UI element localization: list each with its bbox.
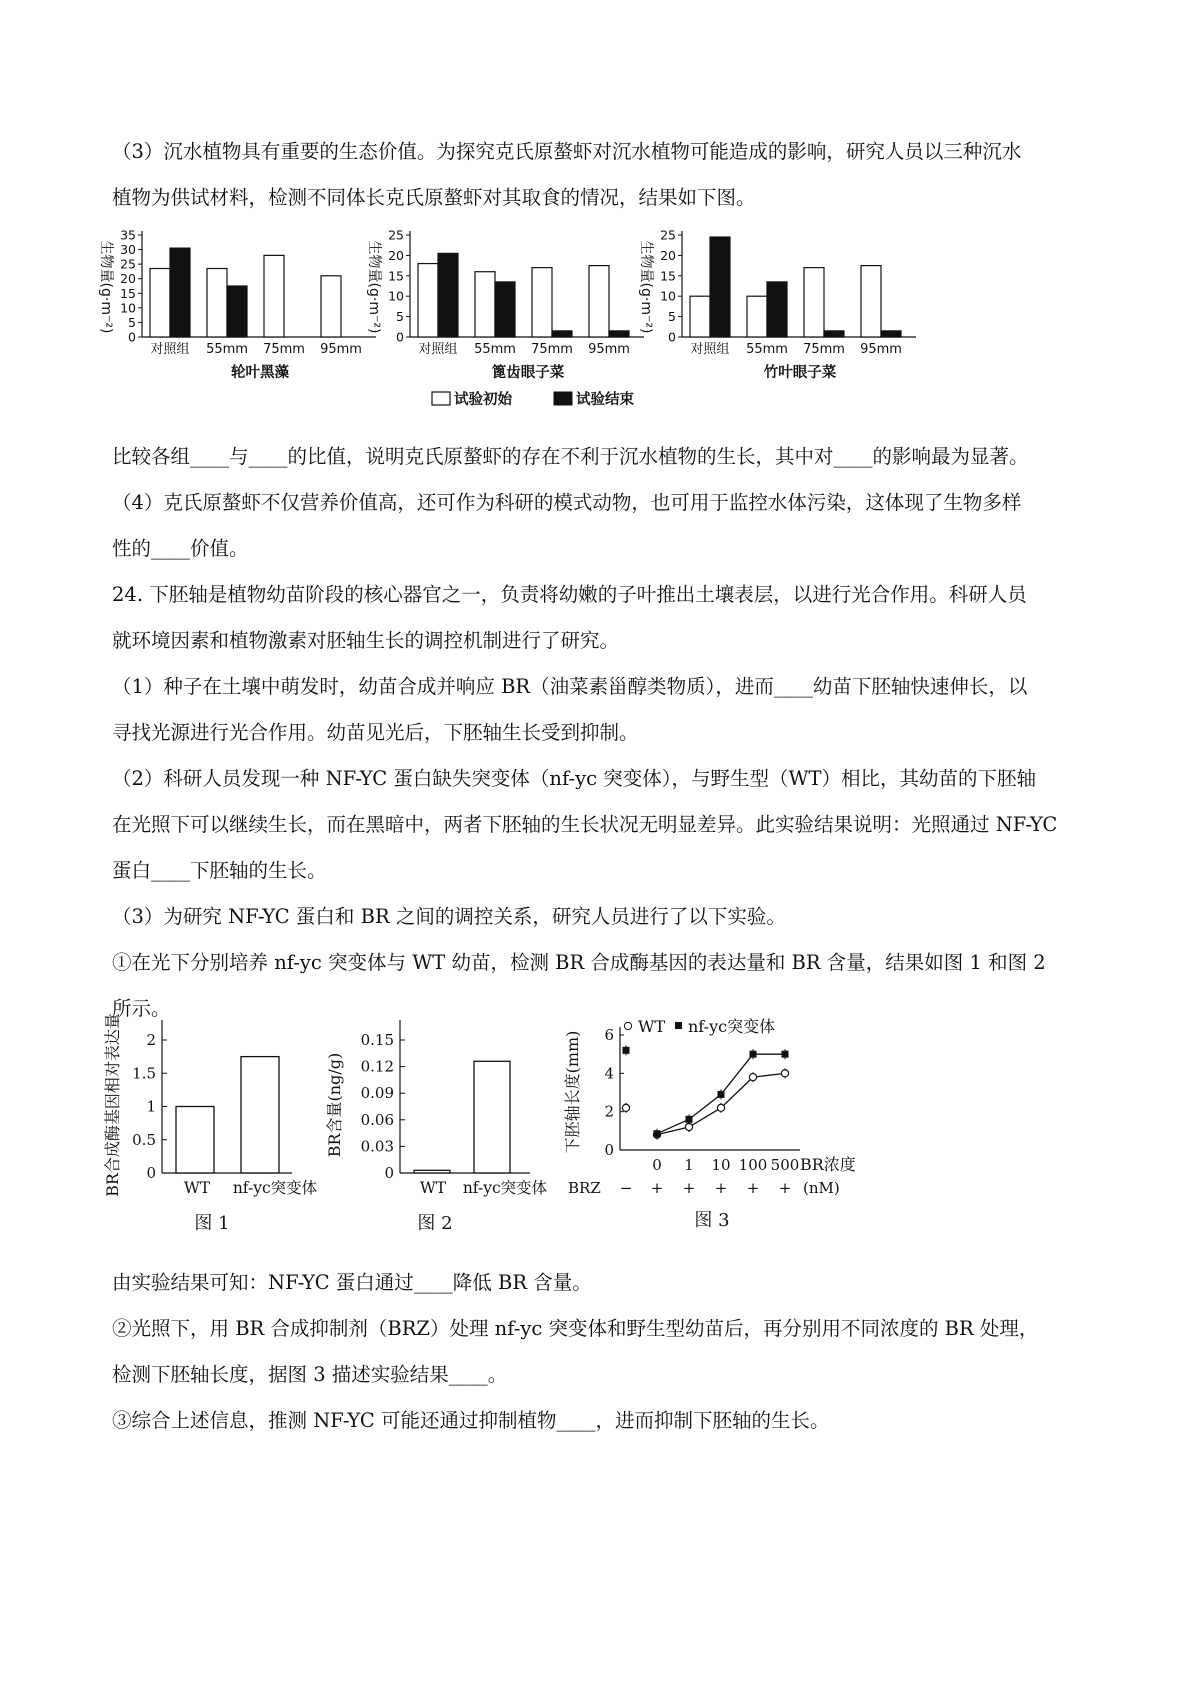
y-tick-label: 15	[388, 268, 404, 284]
bar-start	[861, 266, 881, 337]
figure-title: 图 2	[417, 1213, 453, 1234]
y-tick-label: 0	[146, 1164, 156, 1182]
bar-start	[150, 269, 170, 337]
p3-question: 比较各组____与____的比值，说明克氏原螯虾的存在不利于沉水植物的生长，其中对____的影响最为显著。	[112, 445, 1029, 468]
data-point-mutant	[750, 1051, 757, 1058]
bar-start	[532, 268, 552, 337]
x-tick-label: 95mm	[588, 342, 630, 357]
y-tick-label: 20	[120, 271, 136, 287]
q24-3-a2: 所示。	[112, 997, 171, 1020]
y-tick-label: 0.5	[132, 1130, 156, 1149]
y-tick-label: 25	[660, 227, 676, 243]
data-point-wt	[717, 1104, 724, 1111]
chart-ylabel: 生物量(g·m⁻²)	[366, 240, 382, 334]
x-tick-label: 对照组	[150, 342, 190, 357]
x-tick-label: 10	[711, 1156, 731, 1174]
x-tick-label: 95mm	[320, 342, 362, 357]
q24-2-line3: 蛋白____下胚轴的生长。	[112, 859, 327, 882]
x-tick-label: WT	[183, 1179, 211, 1197]
legend-swatch-start	[432, 392, 450, 405]
data-point-mutant	[686, 1116, 693, 1123]
x-tick-label: 0	[652, 1156, 662, 1174]
chart-title: 竹叶眼子菜	[763, 365, 837, 381]
q24-3-b1: ②光照下，用 BR 合成抑制剂（BRZ）处理 nf-yc 突变体和野生型幼苗后，再分别用不同浓度的 BR 处理，	[112, 1317, 1039, 1340]
bar	[176, 1107, 214, 1174]
data-point-mutant	[782, 1051, 789, 1058]
bar	[474, 1061, 510, 1173]
bar-end	[552, 331, 572, 337]
y-tick-label: 25	[120, 256, 136, 272]
bar-end	[227, 286, 247, 337]
y-tick-label: 10	[388, 288, 404, 304]
legend-label-end: 试验结束	[576, 392, 634, 408]
bar-start	[475, 272, 495, 337]
y-tick-label: 0.15	[360, 1031, 394, 1049]
bar-start	[690, 296, 710, 337]
data-point-wt	[781, 1070, 788, 1077]
y-tick-label: 0	[668, 329, 676, 345]
x-axis-label: BR浓度	[800, 1155, 856, 1174]
x-tick-label: nf-yc突变体	[462, 1179, 548, 1197]
x-tick-label: 75mm	[803, 342, 845, 357]
bar-end	[609, 331, 629, 337]
y-tick-label: 1	[146, 1097, 156, 1116]
q24-2-line1: （2）科研人员发现一种 NF-YC 蛋白缺失突变体（nf-yc 突变体），与野生型（WT）相比，其幼苗的下胚轴	[112, 767, 1037, 790]
legend-label-mutant: nf-yc突变体	[688, 1017, 776, 1036]
q24-2-line2: 在光照下可以继续生长，而在黑暗中，两者下胚轴的生长状况无明显差异。此实验结果说明：光照通过 NF-YC	[112, 813, 1058, 836]
y-tick-label: 1.5	[132, 1064, 156, 1083]
q24-3-b2: 检测下胚轴长度，据图 3 描述实验结果____。	[112, 1363, 508, 1386]
q24-line1: 24. 下胚轴是植物幼苗阶段的核心器官之一，负责将幼嫩的子叶推出土壤表层，以进行光合作用。科研人员	[112, 583, 1027, 606]
y-tick-label: 25	[388, 227, 404, 243]
y-tick-label: 6	[604, 1026, 614, 1044]
y-tick-label: 5	[128, 314, 136, 330]
figure-title: 图 1	[194, 1213, 230, 1234]
y-tick-label: 0.12	[360, 1057, 394, 1076]
x-axis-unit: (nM)	[803, 1179, 840, 1197]
bar-start	[589, 266, 609, 337]
legend-swatch-end	[554, 392, 572, 405]
x-tick-label: 对照组	[690, 342, 730, 357]
data-point-wt	[685, 1123, 692, 1130]
q24-3-c1: ③综合上述信息，推测 NF-YC 可能还通过抑制植物____，进而抑制下胚轴的生长。	[112, 1409, 830, 1432]
data-point-wt	[749, 1074, 756, 1081]
bar-start	[747, 296, 767, 337]
y-tick-label: 0.09	[360, 1084, 394, 1103]
y-tick-label: 5	[668, 309, 676, 325]
q24-3-line1: （3）为研究 NF-YC 蛋白和 BR 之间的调控关系，研究人员进行了以下实验。	[112, 905, 786, 928]
data-point-mutant	[718, 1091, 725, 1098]
y-tick-label: 0	[396, 329, 404, 345]
legend-marker-mutant	[675, 1022, 682, 1029]
chart-title: 篦齿眼子菜	[491, 365, 565, 381]
bar	[241, 1057, 279, 1173]
y-tick-label: 0.06	[360, 1110, 394, 1129]
bottom-figures	[100, 1010, 1100, 1250]
brz-sign: +	[714, 1179, 728, 1197]
brz-sign: +	[778, 1179, 792, 1197]
chart-title: 轮叶黑藻	[231, 365, 289, 381]
x-tick-label: 75mm	[531, 342, 573, 357]
legend-marker-wt	[624, 1022, 631, 1029]
y-tick-label: 20	[388, 247, 404, 263]
brz-sign: +	[682, 1179, 696, 1197]
bar-end	[710, 237, 730, 337]
brz-sign: +	[746, 1179, 760, 1197]
x-tick-label: WT	[419, 1179, 447, 1197]
x-tick-label: 95mm	[860, 342, 902, 357]
y-tick-label: 0	[128, 329, 136, 345]
bar-start	[321, 276, 341, 337]
bar-end	[170, 248, 190, 337]
x-tick-label: 1	[684, 1156, 694, 1174]
data-point-mutant	[623, 1047, 630, 1054]
q24-line2: 就环境因素和植物激素对胚轴生长的调控机制进行了研究。	[112, 629, 620, 652]
chart-ylabel: 生物量(g·m⁻²)	[638, 240, 654, 334]
y-tick-label: 0.03	[360, 1137, 394, 1156]
x-tick-label: 75mm	[263, 342, 305, 357]
chart-ylabel: 下胚轴长度(mm)	[563, 1030, 582, 1154]
y-tick-label: 0	[604, 1141, 614, 1159]
p4-line1: （4）克氏原螯虾不仅营养价值高，还可作为科研的模式动物，也可用于监控水体污染，这体现了生物多样	[112, 491, 1022, 514]
bar-end	[881, 331, 901, 337]
data-point-mutant	[654, 1130, 661, 1137]
brz-label: BRZ	[568, 1179, 601, 1197]
y-tick-label: 0	[384, 1164, 394, 1182]
x-tick-label: 55mm	[746, 342, 788, 357]
y-tick-label: 30	[120, 242, 136, 258]
chart-ylabel: BR含量(ng/g)	[325, 1052, 344, 1158]
y-tick-label: 5	[396, 309, 404, 325]
brz-sign: −	[619, 1179, 633, 1197]
x-tick-label: 100	[738, 1156, 768, 1174]
p3-line1: （3）沉水植物具有重要的生态价值。为探究克氏原螯虾对沉水植物可能造成的影响，研究人员以三种沉水	[112, 140, 1022, 163]
bar-start	[804, 268, 824, 337]
y-tick-label: 15	[660, 268, 676, 284]
x-tick-label: nf-yc突变体	[232, 1179, 318, 1197]
bar-start	[207, 269, 227, 337]
top-bar-charts	[80, 225, 1100, 425]
bar-end	[438, 253, 458, 337]
q24-1-line2: 寻找光源进行光合作用。幼苗见光后，下胚轴生长受到抑制。	[112, 721, 639, 744]
bar	[414, 1170, 450, 1173]
y-tick-label: 15	[120, 285, 136, 301]
chart-ylabel: BR合成酶基因相对表达量	[103, 1013, 122, 1197]
y-tick-label: 10	[120, 300, 136, 316]
y-tick-label: 2	[146, 1031, 156, 1049]
bar-end	[767, 282, 787, 337]
y-tick-label: 4	[604, 1064, 614, 1083]
p4-line2: 性的____价值。	[112, 537, 249, 560]
x-tick-label: 55mm	[474, 342, 516, 357]
bar-end	[824, 331, 844, 337]
bar-start	[264, 255, 284, 337]
legend-label-wt: WT	[638, 1017, 666, 1036]
brz-sign: +	[650, 1179, 664, 1197]
y-tick-label: 10	[660, 288, 676, 304]
y-tick-label: 20	[660, 247, 676, 263]
q24-3-a1: ①在光下分别培养 nf-yc 突变体与 WT 幼苗，检测 BR 合成酶基因的表达量和 BR 含量，结果如图 1 和图 2	[112, 951, 1046, 974]
chart-ylabel: 生物量(g·m⁻²)	[98, 240, 114, 334]
legend-label-start: 试验初始	[454, 392, 512, 408]
data-point-wt	[622, 1104, 629, 1111]
x-tick-label: 500	[770, 1156, 800, 1174]
x-tick-label: 55mm	[206, 342, 248, 357]
p3-line2: 植物为供试材料，检测不同体长克氏原螯虾对其取食的情况，结果如下图。	[112, 186, 756, 209]
figure-title: 图 3	[694, 1210, 730, 1231]
x-tick-label: 对照组	[418, 342, 458, 357]
bar-end	[495, 282, 515, 337]
q24-3-a3: 由实验结果可知：NF-YC 蛋白通过____降低 BR 含量。	[112, 1271, 592, 1294]
y-tick-label: 35	[120, 227, 136, 243]
bar-start	[418, 264, 438, 337]
y-tick-label: 2	[604, 1102, 614, 1121]
q24-1-line1: （1）种子在土壤中萌发时，幼苗合成并响应 BR（油菜素甾醇类物质），进而____幼苗下胚轴快速伸长，以	[112, 675, 1028, 698]
